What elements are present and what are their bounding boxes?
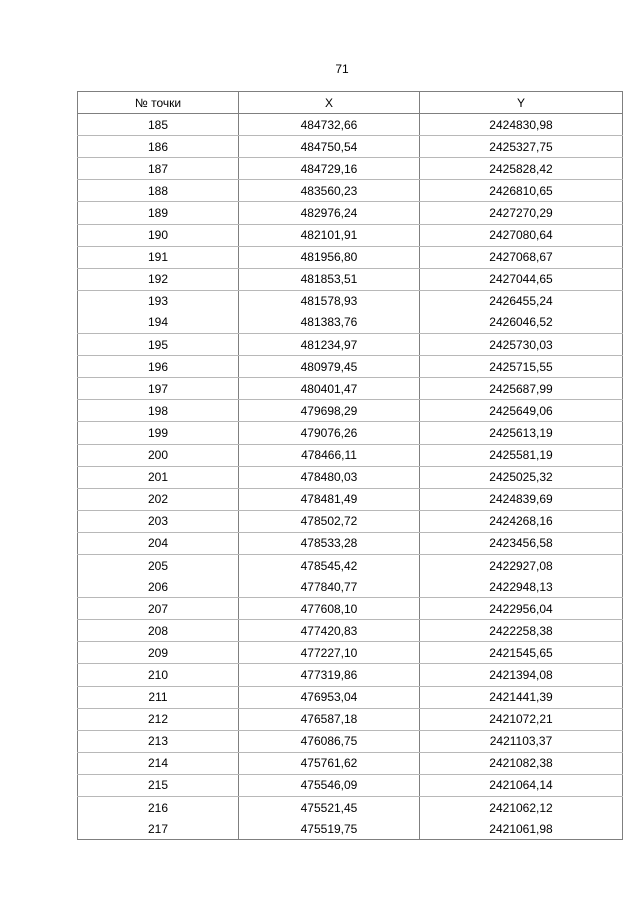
table-row bbox=[78, 686, 623, 708]
cell-point-number: 217 bbox=[78, 818, 239, 840]
cell-y: 2427270,29 bbox=[420, 202, 623, 224]
cell-y: 2422927,08 bbox=[420, 554, 623, 576]
cell-point-number: 192 bbox=[78, 268, 239, 290]
cell-point-number: 209 bbox=[78, 642, 239, 664]
cell-point-number: 213 bbox=[78, 730, 239, 752]
cell-y: 2424839,69 bbox=[420, 488, 623, 510]
cell-y: 2421082,38 bbox=[420, 752, 623, 774]
cell-x: 481956,80 bbox=[239, 246, 420, 268]
cell-x: 482976,24 bbox=[239, 202, 420, 224]
cell-point-number: 194 bbox=[78, 312, 239, 334]
table-header-row bbox=[78, 92, 623, 114]
table-row bbox=[78, 356, 623, 378]
column-header-y: Y bbox=[420, 92, 623, 114]
cell-x: 476086,75 bbox=[239, 730, 420, 752]
table-row bbox=[78, 797, 623, 819]
cell-point-number: 205 bbox=[78, 554, 239, 576]
cell-y: 2422948,13 bbox=[420, 576, 623, 598]
table-row bbox=[78, 444, 623, 466]
table-row bbox=[78, 246, 623, 268]
cell-x: 478545,42 bbox=[239, 554, 420, 576]
cell-x: 475521,45 bbox=[239, 797, 420, 819]
cell-x: 477227,10 bbox=[239, 642, 420, 664]
cell-point-number: 190 bbox=[78, 224, 239, 246]
cell-point-number: 212 bbox=[78, 708, 239, 730]
table-row bbox=[78, 466, 623, 488]
cell-x: 478466,11 bbox=[239, 444, 420, 466]
cell-x: 477319,86 bbox=[239, 664, 420, 686]
table-row bbox=[78, 400, 623, 422]
cell-x: 476953,04 bbox=[239, 686, 420, 708]
cell-point-number: 186 bbox=[78, 136, 239, 158]
table-row bbox=[78, 708, 623, 730]
cell-x: 484750,54 bbox=[239, 136, 420, 158]
cell-y: 2427068,67 bbox=[420, 246, 623, 268]
cell-y: 2425828,42 bbox=[420, 158, 623, 180]
table-row bbox=[78, 114, 623, 136]
cell-point-number: 185 bbox=[78, 114, 239, 136]
cell-point-number: 197 bbox=[78, 378, 239, 400]
cell-point-number: 191 bbox=[78, 246, 239, 268]
cell-y: 2421072,21 bbox=[420, 708, 623, 730]
cell-y: 2421064,14 bbox=[420, 774, 623, 796]
cell-y: 2426810,65 bbox=[420, 180, 623, 202]
table-body bbox=[78, 114, 623, 840]
table-row bbox=[78, 752, 623, 774]
cell-y: 2424268,16 bbox=[420, 510, 623, 532]
cell-point-number: 203 bbox=[78, 510, 239, 532]
cell-point-number: 201 bbox=[78, 466, 239, 488]
cell-x: 483560,23 bbox=[239, 180, 420, 202]
cell-point-number: 187 bbox=[78, 158, 239, 180]
cell-x: 479698,29 bbox=[239, 400, 420, 422]
cell-point-number: 199 bbox=[78, 422, 239, 444]
table-row bbox=[78, 818, 623, 840]
cell-point-number: 208 bbox=[78, 620, 239, 642]
table-row bbox=[78, 642, 623, 664]
cell-x: 481234,97 bbox=[239, 334, 420, 356]
table-row bbox=[78, 620, 623, 642]
cell-y: 2422258,38 bbox=[420, 620, 623, 642]
cell-y: 2421061,98 bbox=[420, 818, 623, 840]
table-row bbox=[78, 488, 623, 510]
table-row bbox=[78, 268, 623, 290]
table-row bbox=[78, 158, 623, 180]
table-row bbox=[78, 730, 623, 752]
cell-point-number: 210 bbox=[78, 664, 239, 686]
cell-point-number: 200 bbox=[78, 444, 239, 466]
cell-y: 2421103,37 bbox=[420, 730, 623, 752]
cell-y: 2424830,98 bbox=[420, 114, 623, 136]
cell-y: 2427080,64 bbox=[420, 224, 623, 246]
cell-y: 2425649,06 bbox=[420, 400, 623, 422]
cell-y: 2425025,32 bbox=[420, 466, 623, 488]
cell-point-number: 202 bbox=[78, 488, 239, 510]
cell-point-number: 189 bbox=[78, 202, 239, 224]
table-row bbox=[78, 664, 623, 686]
table-row bbox=[78, 774, 623, 796]
cell-y: 2425613,19 bbox=[420, 422, 623, 444]
cell-x: 475761,62 bbox=[239, 752, 420, 774]
cell-x: 476587,18 bbox=[239, 708, 420, 730]
cell-y: 2427044,65 bbox=[420, 268, 623, 290]
cell-x: 479076,26 bbox=[239, 422, 420, 444]
cell-y: 2422956,04 bbox=[420, 598, 623, 620]
cell-x: 475546,09 bbox=[239, 774, 420, 796]
cell-point-number: 211 bbox=[78, 686, 239, 708]
cell-x: 481853,51 bbox=[239, 268, 420, 290]
cell-point-number: 215 bbox=[78, 774, 239, 796]
cell-x: 481383,76 bbox=[239, 312, 420, 334]
table-row bbox=[78, 202, 623, 224]
cell-point-number: 216 bbox=[78, 797, 239, 819]
cell-y: 2425327,75 bbox=[420, 136, 623, 158]
cell-y: 2421441,39 bbox=[420, 686, 623, 708]
table-row bbox=[78, 136, 623, 158]
table-row bbox=[78, 554, 623, 576]
cell-y: 2425730,03 bbox=[420, 334, 623, 356]
cell-y: 2421062,12 bbox=[420, 797, 623, 819]
cell-point-number: 198 bbox=[78, 400, 239, 422]
cell-y: 2423456,58 bbox=[420, 532, 623, 554]
cell-x: 481578,93 bbox=[239, 290, 420, 312]
cell-x: 477420,83 bbox=[239, 620, 420, 642]
cell-y: 2421545,65 bbox=[420, 642, 623, 664]
cell-x: 477840,77 bbox=[239, 576, 420, 598]
cell-x: 484729,16 bbox=[239, 158, 420, 180]
cell-point-number: 193 bbox=[78, 290, 239, 312]
table-row bbox=[78, 378, 623, 400]
table-row bbox=[78, 598, 623, 620]
cell-point-number: 214 bbox=[78, 752, 239, 774]
cell-point-number: 188 bbox=[78, 180, 239, 202]
cell-point-number: 207 bbox=[78, 598, 239, 620]
cell-x: 477608,10 bbox=[239, 598, 420, 620]
cell-x: 480401,47 bbox=[239, 378, 420, 400]
cell-x: 482101,91 bbox=[239, 224, 420, 246]
table-row bbox=[78, 576, 623, 598]
cell-y: 2426455,24 bbox=[420, 290, 623, 312]
cell-point-number: 195 bbox=[78, 334, 239, 356]
cell-x: 480979,45 bbox=[239, 356, 420, 378]
cell-x: 478480,03 bbox=[239, 466, 420, 488]
table-row bbox=[78, 334, 623, 356]
cell-y: 2425687,99 bbox=[420, 378, 623, 400]
table-row bbox=[78, 224, 623, 246]
coordinates-table bbox=[77, 91, 623, 840]
cell-x: 484732,66 bbox=[239, 114, 420, 136]
cell-y: 2421394,08 bbox=[420, 664, 623, 686]
cell-x: 478533,28 bbox=[239, 532, 420, 554]
column-header-point-number: № точки bbox=[78, 92, 239, 114]
cell-y: 2425715,55 bbox=[420, 356, 623, 378]
cell-point-number: 206 bbox=[78, 576, 239, 598]
cell-x: 475519,75 bbox=[239, 818, 420, 840]
page-number: 71 bbox=[335, 62, 349, 76]
table-row bbox=[78, 532, 623, 554]
column-header-x: X bbox=[239, 92, 420, 114]
table-row bbox=[78, 510, 623, 532]
table-row bbox=[78, 290, 623, 312]
table-row bbox=[78, 180, 623, 202]
cell-point-number: 196 bbox=[78, 356, 239, 378]
cell-x: 478481,49 bbox=[239, 488, 420, 510]
table-row bbox=[78, 422, 623, 444]
table-row bbox=[78, 312, 623, 334]
cell-x: 478502,72 bbox=[239, 510, 420, 532]
cell-point-number: 204 bbox=[78, 532, 239, 554]
cell-y: 2425581,19 bbox=[420, 444, 623, 466]
cell-y: 2426046,52 bbox=[420, 312, 623, 334]
